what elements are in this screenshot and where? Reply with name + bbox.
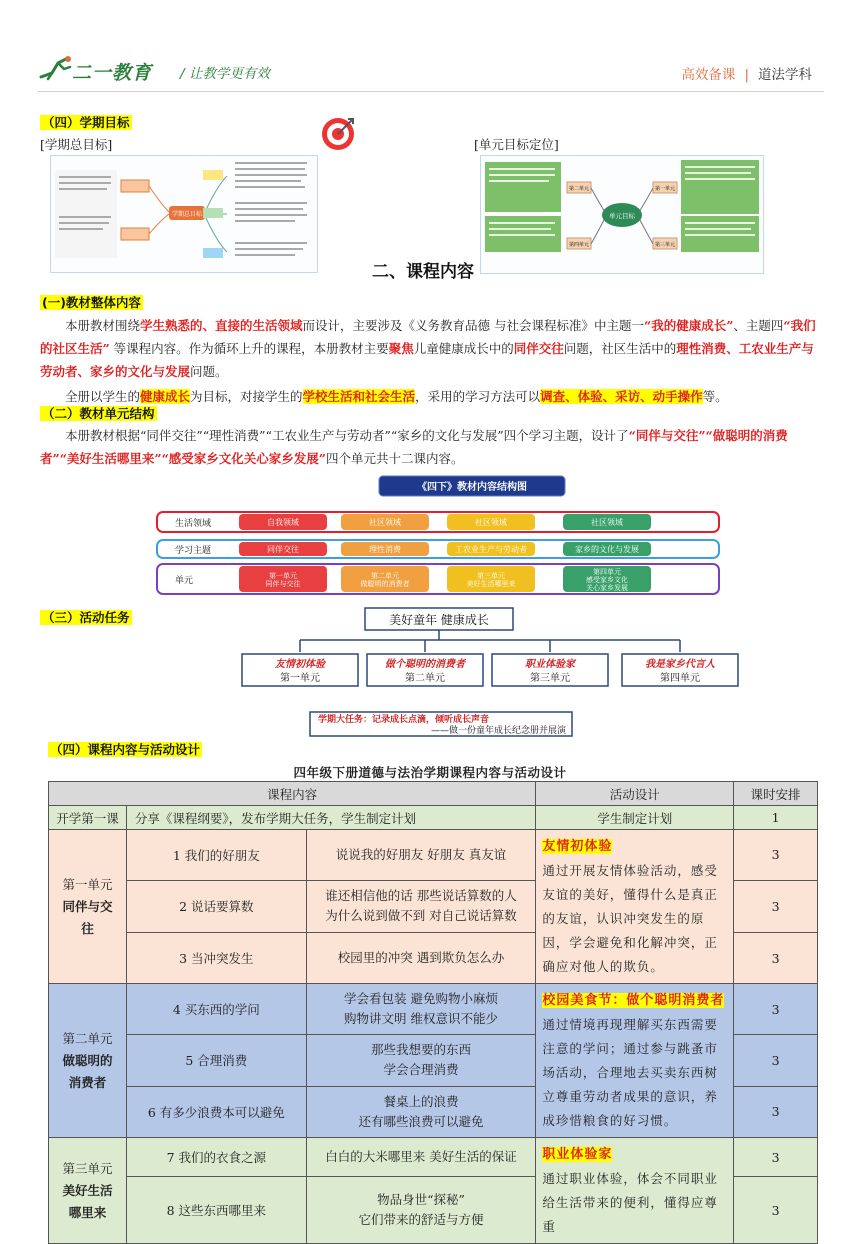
first-lesson-hours: 1 <box>734 806 818 830</box>
diagram-cell-text: 社区领域 <box>591 518 623 527</box>
lesson-topics <box>306 933 536 984</box>
big-task-line2: ——做一份童年成长纪念册并展演 <box>430 726 566 736</box>
header-right <box>681 63 812 83</box>
diagram-row-label: 单元 <box>175 576 194 586</box>
activity-text: 通过开展友情体验活动，感受友谊的美好，懂得什么是真正的友谊，认识冲突发生的原因，学会避免和化解冲突，正确应对他人的欺负。 <box>542 863 718 974</box>
unit-number: 第一单元 <box>62 876 113 892</box>
unit-structure-heading: （二）教材单元结构 <box>42 406 155 421</box>
lesson-topics <box>306 880 536 932</box>
task-name: 职业体验家 <box>525 659 575 670</box>
lesson-topic-line: 它们带来的舒适与方便 <box>358 1212 484 1228</box>
task-name: 做个聪明的消费者 <box>385 659 465 670</box>
table-row <box>49 806 818 830</box>
lesson-topic-line: 校园里的冲突 遇到欺负怎么办 <box>337 950 505 966</box>
semester-goal-mindmap <box>50 155 318 273</box>
para-segment: 本册教材根据“同伴交往”“理性消费”“工农业生产与劳动者”“家乡的文化与发展”四个学习主题，设计了 <box>65 428 629 443</box>
lesson-topics <box>306 1086 536 1137</box>
unit-title: 同伴与交往 <box>62 898 113 936</box>
activity-cell <box>536 1138 734 1244</box>
mindmap-overlap-mask <box>480 252 764 274</box>
overall-content-heading: (一)教材整体内容 <box>42 295 141 310</box>
lesson-title: 3 当冲突发生 <box>126 933 306 984</box>
diagram-cell-text: 家乡的文化与发展 <box>575 545 639 554</box>
para-segment: 健康成长 <box>140 389 191 404</box>
activity-title: 职业体验家 <box>542 1147 613 1162</box>
overall-content-title <box>40 293 143 311</box>
para-segment: 、主题四 <box>733 318 784 333</box>
diagram-cell-text: 美好生活哪里来 <box>466 580 516 588</box>
para-segment: 理性消费、工农业生产与劳动者、家乡的文化与发展 <box>40 341 814 379</box>
th-hours: 课时安排 <box>734 782 818 806</box>
activity-text: 通过职业体验，体会不同职业给生活带来的便利，懂得应尊重 <box>542 1171 718 1234</box>
caption-unit-goal: [单元目标定位] <box>474 137 559 152</box>
lesson-hours: 3 <box>734 1035 818 1086</box>
task-unit: 第三单元 <box>530 673 570 684</box>
task-unit: 第四单元 <box>660 673 700 684</box>
runner-logo-icon <box>38 55 74 81</box>
first-lesson-label: 开学第一课 <box>49 806 127 830</box>
slogan: / 让教学更有效 <box>180 66 270 82</box>
lesson-topic-line: 说说我的好朋友 好朋友 真友谊 <box>335 846 507 862</box>
big-task-line1: 学期大任务：记录成长点滴，倾听成长声音 <box>318 715 490 725</box>
lesson-topic-line: 还有哪些浪费可以避免 <box>358 1113 484 1129</box>
unit-number: 第三单元 <box>62 1160 113 1176</box>
para-segment: “我们的社区生活” <box>40 318 816 356</box>
diagram-cell-text: 第三单元 <box>477 572 505 580</box>
lesson-topic-line: 物品身世“探秘” <box>377 1192 465 1208</box>
logo-text: 二一教育 <box>72 62 153 84</box>
para-segment: 等课程内容。作为循环上升的课程，本册教材主要 <box>109 341 389 356</box>
overall-content-p2 <box>40 385 826 408</box>
header-divider <box>38 91 824 92</box>
activity-cell <box>536 984 734 1138</box>
activity-cell <box>536 830 734 984</box>
activity-task-heading: （三）活动任务 <box>42 610 130 625</box>
section-title: 二、课程内容 <box>372 262 474 282</box>
course-design-heading: （四）课程内容与活动设计 <box>50 742 201 757</box>
diagram-cell-text: 第一单元 <box>269 572 297 580</box>
lesson-topic-line: 谁还相信他的话 那些说话算数的人 <box>325 888 517 904</box>
unit-structure-title <box>40 404 157 422</box>
left-mindmap-center: 学期总目标 <box>171 211 203 218</box>
first-lesson-content: 分享《课程纲要》，发布学期大任务，学生制定计划 <box>126 806 535 830</box>
para-segment: 四个单元共十二课内容。 <box>325 451 464 466</box>
para-segment: 同伴交往 <box>513 341 564 356</box>
lesson-hours: 3 <box>734 830 818 881</box>
lesson-topic-line: 为什么说到做不到 对自己说话算数 <box>325 908 517 924</box>
diagram-cell-text: 同伴交往 <box>267 545 299 554</box>
para-segment: 问题，社区生活中的 <box>563 341 677 356</box>
para-segment: 学校生活和社会生活 <box>302 389 416 404</box>
lesson-topics <box>306 830 536 881</box>
lesson-hours: 3 <box>734 880 818 932</box>
diagram-cell-text: 感受家乡文化 <box>586 576 628 584</box>
lesson-hours: 3 <box>734 984 818 1035</box>
para-segment: 聚焦 <box>388 341 414 356</box>
lesson-topic-line: 白白的大米哪里来 美好生活的保证 <box>325 1149 517 1165</box>
lesson-title: 6 有多少浪费本可以避免 <box>126 1086 306 1137</box>
para-segment: 儿童健康成长中的 <box>413 341 514 356</box>
target-icon <box>320 116 356 152</box>
para-segment: 等。 <box>702 389 728 404</box>
diagram-row-label: 学习主题 <box>175 546 212 556</box>
lesson-topic-line: 购物讲文明 维权意识不能少 <box>344 1011 498 1027</box>
para-segment: ，采用的学习方法可以 <box>415 389 541 404</box>
lesson-topics <box>306 1177 536 1244</box>
para-segment: 调查、体验、采访、动手操作 <box>540 389 703 404</box>
diagram-cell-text: 第二单元 <box>371 572 399 580</box>
table-row <box>49 984 818 1035</box>
section-semester-goals-title <box>40 113 132 131</box>
diagram-cell-text: 第四单元 <box>593 568 621 576</box>
para-segment: 而设计，主要涉及《义务教育品德 与社会课程标准》中主题一 <box>302 318 645 333</box>
task-unit: 第二单元 <box>405 673 445 684</box>
course-table <box>48 781 818 1244</box>
unit-name-cell <box>49 1138 127 1244</box>
diagram-cell-text: 理性消费 <box>369 545 401 554</box>
para-segment: 为目标，对接学生的 <box>190 389 303 404</box>
header-sep: | <box>744 67 749 83</box>
semester-goals-heading: （四）学期目标 <box>42 115 130 130</box>
lesson-topics <box>306 984 536 1035</box>
page-header <box>0 0 860 95</box>
lesson-title: 7 我们的衣食之源 <box>126 1138 306 1177</box>
right-mindmap-node-1: 第一单元 <box>654 186 676 192</box>
caption-semester-goal: [学期总目标] <box>40 137 113 152</box>
activity-title: 友情初体验 <box>542 839 613 854</box>
overall-content-p1 <box>40 314 826 383</box>
lesson-topic-line: 学会看包装 避免购物小麻烦 <box>344 991 498 1007</box>
lesson-topic-line: 学会合理消费 <box>383 1062 459 1078</box>
right-mindmap-node-2: 第二单元 <box>568 186 590 192</box>
unit-title: 美好生活哪里来 <box>62 1182 113 1220</box>
lesson-topics <box>306 1138 536 1177</box>
para-segment: 问题。 <box>190 364 228 379</box>
task-name: 友情初体验 <box>275 659 325 670</box>
diagram-cell-text: 同伴与交往 <box>265 580 301 588</box>
lesson-title: 8 这些东西哪里来 <box>126 1177 306 1244</box>
activity-task-title <box>40 608 132 626</box>
table-header-row <box>49 782 818 806</box>
unit-structure-paragraph <box>40 424 826 470</box>
table-row <box>49 1138 818 1177</box>
th-content: 课程内容 <box>49 782 536 806</box>
diagram-cell-text: 做聪明的消费者 <box>360 580 410 588</box>
task-unit: 第一单元 <box>280 673 320 684</box>
diagram-cell-text: 社区领域 <box>369 518 401 527</box>
activity-text: 通过情境再现理解买东西需要注意的学问；通过参与跳蚤市场活动，合理地去买卖东西树立尊重劳动者成果的意识，养成珍惜粮食的好习惯。 <box>542 1017 718 1128</box>
unit-number: 第二单元 <box>62 1030 113 1046</box>
task-name: 我是家乡代言人 <box>645 659 715 670</box>
th-activity: 活动设计 <box>536 782 734 806</box>
lesson-hours: 3 <box>734 1177 818 1244</box>
diagram-cell-text: 工农业生产与劳动者 <box>455 545 527 554</box>
activity-title: 校园美食节：做个聪明消费者 <box>542 993 725 1008</box>
table-title: 四年级下册道德与法治学期课程内容与活动设计 <box>293 765 567 780</box>
task-connectors <box>300 630 680 652</box>
unit-title: 做聪明的消费者 <box>62 1052 113 1090</box>
lesson-topic-line: 餐桌上的浪费 <box>383 1093 459 1109</box>
para-segment: 学生熟悉的、直接的生活领域 <box>140 318 303 333</box>
right-mindmap-node-3: 第三单元 <box>654 242 676 248</box>
right-mindmap-center: 单元目标 <box>609 212 635 220</box>
header-subject: 道法学科 <box>758 67 812 83</box>
structure-diagram <box>155 474 725 598</box>
lesson-topic-line: 那些我想要的东西 <box>370 1042 471 1058</box>
para-segment: 全册以学生的 <box>65 389 141 404</box>
diagram-cell-text: 自我领域 <box>267 518 299 527</box>
lesson-title: 2 说话要算数 <box>126 880 306 932</box>
diagram-title: 《四下》教材内容结构图 <box>417 482 527 493</box>
lesson-hours: 3 <box>734 1086 818 1137</box>
para-segment: “同伴与交往”“做聪明的消费者”“美好生活哪里来”“感受家乡文化关心家乡发展” <box>40 428 788 466</box>
diagram-cell-text: 社区领域 <box>475 518 507 527</box>
para-segment: “我的健康成长” <box>644 318 734 333</box>
table-row <box>49 830 818 881</box>
lesson-hours: 3 <box>734 933 818 984</box>
diagram-row-label: 生活领域 <box>175 519 212 529</box>
diagram-cell-text: 关心家乡发展 <box>586 584 628 592</box>
header-tag: 高效备课 <box>681 67 736 83</box>
lesson-title: 1 我们的好朋友 <box>126 830 306 881</box>
unit-name-cell <box>49 984 127 1138</box>
para-segment: 本册教材围绕 <box>65 318 141 333</box>
right-mindmap-node-4: 第四单元 <box>568 242 590 248</box>
lesson-title: 4 买东西的学问 <box>126 984 306 1035</box>
first-lesson-activity: 学生制定计划 <box>536 806 734 830</box>
lesson-hours: 3 <box>734 1138 818 1177</box>
overall-content-paragraphs <box>40 314 826 408</box>
course-design-title <box>48 740 202 758</box>
lesson-topics <box>306 1035 536 1086</box>
activity-tree <box>240 606 740 738</box>
task-root-text: 美好童年 健康成长 <box>389 613 489 627</box>
lesson-title: 5 合理消费 <box>126 1035 306 1086</box>
unit-structure-p <box>40 424 826 470</box>
unit-name-cell <box>49 830 127 984</box>
